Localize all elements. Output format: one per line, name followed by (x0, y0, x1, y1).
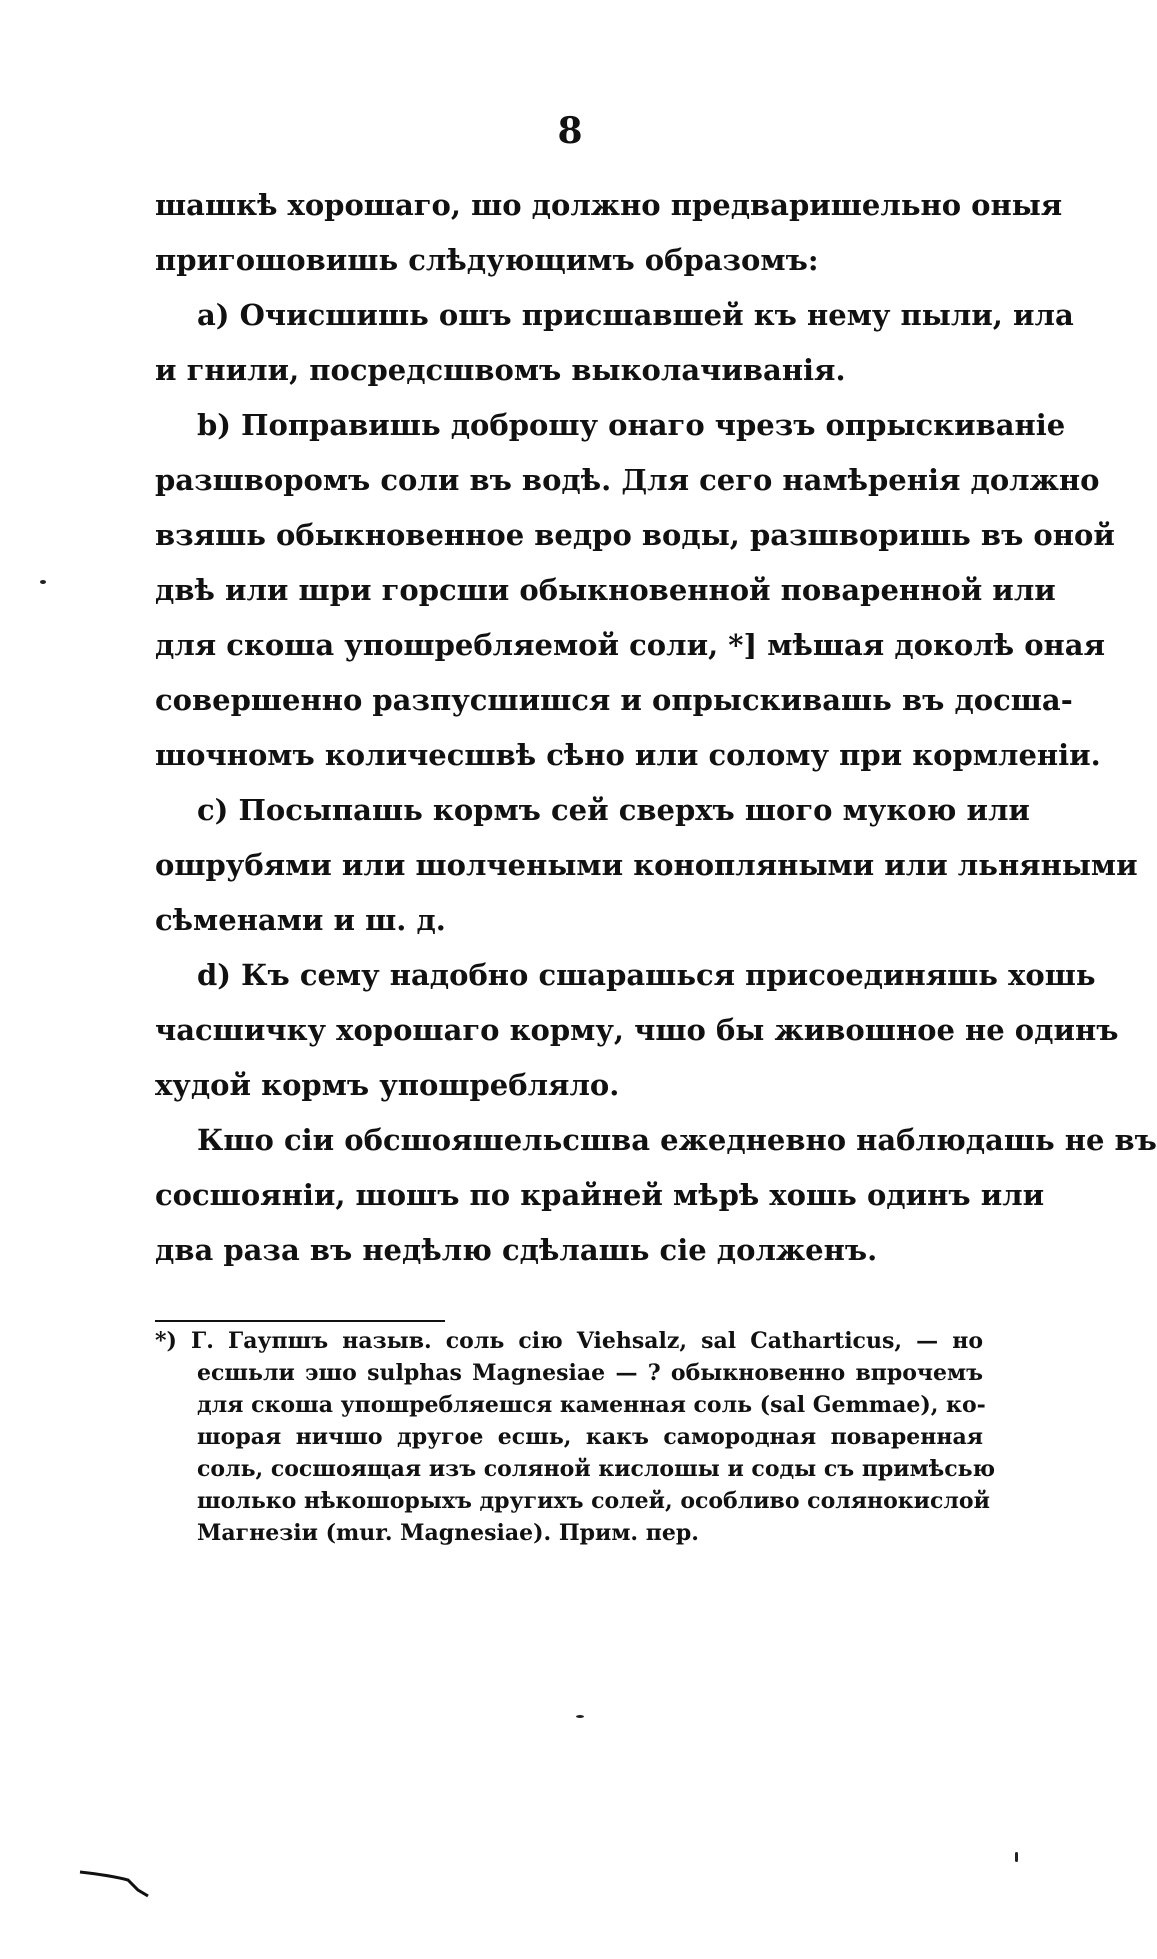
text-line: совершенно разпусшишся и опрыскивашь въ досша- (155, 683, 1073, 717)
text-line: взяшь обыкновенное ведро воды, разшворишь въ оной (155, 518, 1115, 552)
text-line: худой кормъ упошребляло. (155, 1068, 620, 1102)
text-line: a) Очисшишь ошъ присшавшей къ нему пыли, ила (197, 298, 1074, 332)
footnote-line: шолько нѣкошорыхъ другихъ солей, особливо солянокислой (197, 1488, 990, 1514)
scan-speck (40, 580, 46, 584)
footnote-line: для скоша упошребляешся каменная соль (sal Gemmae), ко- (197, 1392, 986, 1418)
text-line: сосшояніи, шошъ по крайней мѣрѣ хошь одинъ или (155, 1178, 1045, 1212)
text-line: для скоша упошребляемой соли, *] мѣшая доколѣ оная (155, 628, 1105, 662)
text-line: шочномъ количесшвѣ сѣно или солому при кормленіи. (155, 738, 1101, 772)
text-line: часшичку хорошаго корму, чшо бы живошное не одинъ (155, 1013, 1119, 1047)
footnote-rule (155, 1320, 445, 1322)
text-line: шашкѣ хорошаго, шо должно предваришельно оныя (155, 188, 1063, 222)
footnote-line: есшьли эшо sulphas Magnesiae — ? обыкновенно впрочемъ (197, 1360, 983, 1386)
page-number: 8 (557, 110, 583, 152)
text-line: c) Посыпашь кормъ сей сверхъ шого мукою или (197, 793, 1030, 827)
footnote-line: *) Г. Гаупшъ назыв. соль сію Viehsalz, sal Catharticus, — но (155, 1328, 983, 1354)
scan-mark (78, 1868, 158, 1898)
text-line: пригошовишь слѣдующимъ образомъ: (155, 243, 819, 277)
text-line: Кшо сіи обсшояшельсшва ежедневно наблюдашь не въ (197, 1123, 1157, 1157)
text-line: ошрубями или шолчеными конопляными или льняными (155, 848, 1138, 882)
text-line: d) Къ сему надобно сшарашься присоединяшь хошь (197, 958, 1096, 992)
text-line: сѣменами и ш. д. (155, 903, 446, 937)
text-line: разшворомъ соли въ водѣ. Для сего намѣренія должно (155, 463, 1100, 497)
text-line: двѣ или шри горсши обыкновенной поваренной или (155, 573, 1056, 607)
scan-speck (576, 1715, 584, 1718)
footnote-line: Магнезіи (mur. Magnesiae). Прим. пер. (197, 1520, 699, 1546)
text-line: два раза въ недѣлю сдѣлашь сіе долженъ. (155, 1233, 878, 1267)
text-line: и гнили, посредсшвомъ выколачиванія. (155, 353, 846, 387)
footnote (155, 1325, 996, 1549)
main-text (155, 178, 1157, 1278)
text-line: b) Поправишь доброшу онаго чрезъ опрыскиваніе (197, 408, 1066, 442)
scan-speck (1015, 1852, 1018, 1862)
footnote-line: соль, сосшоящая изъ соляной кислошы и соды съ примѣсью (197, 1456, 996, 1482)
footnote-line: шорая ничшо другое есшь, какъ самородная поваренная (197, 1424, 983, 1450)
